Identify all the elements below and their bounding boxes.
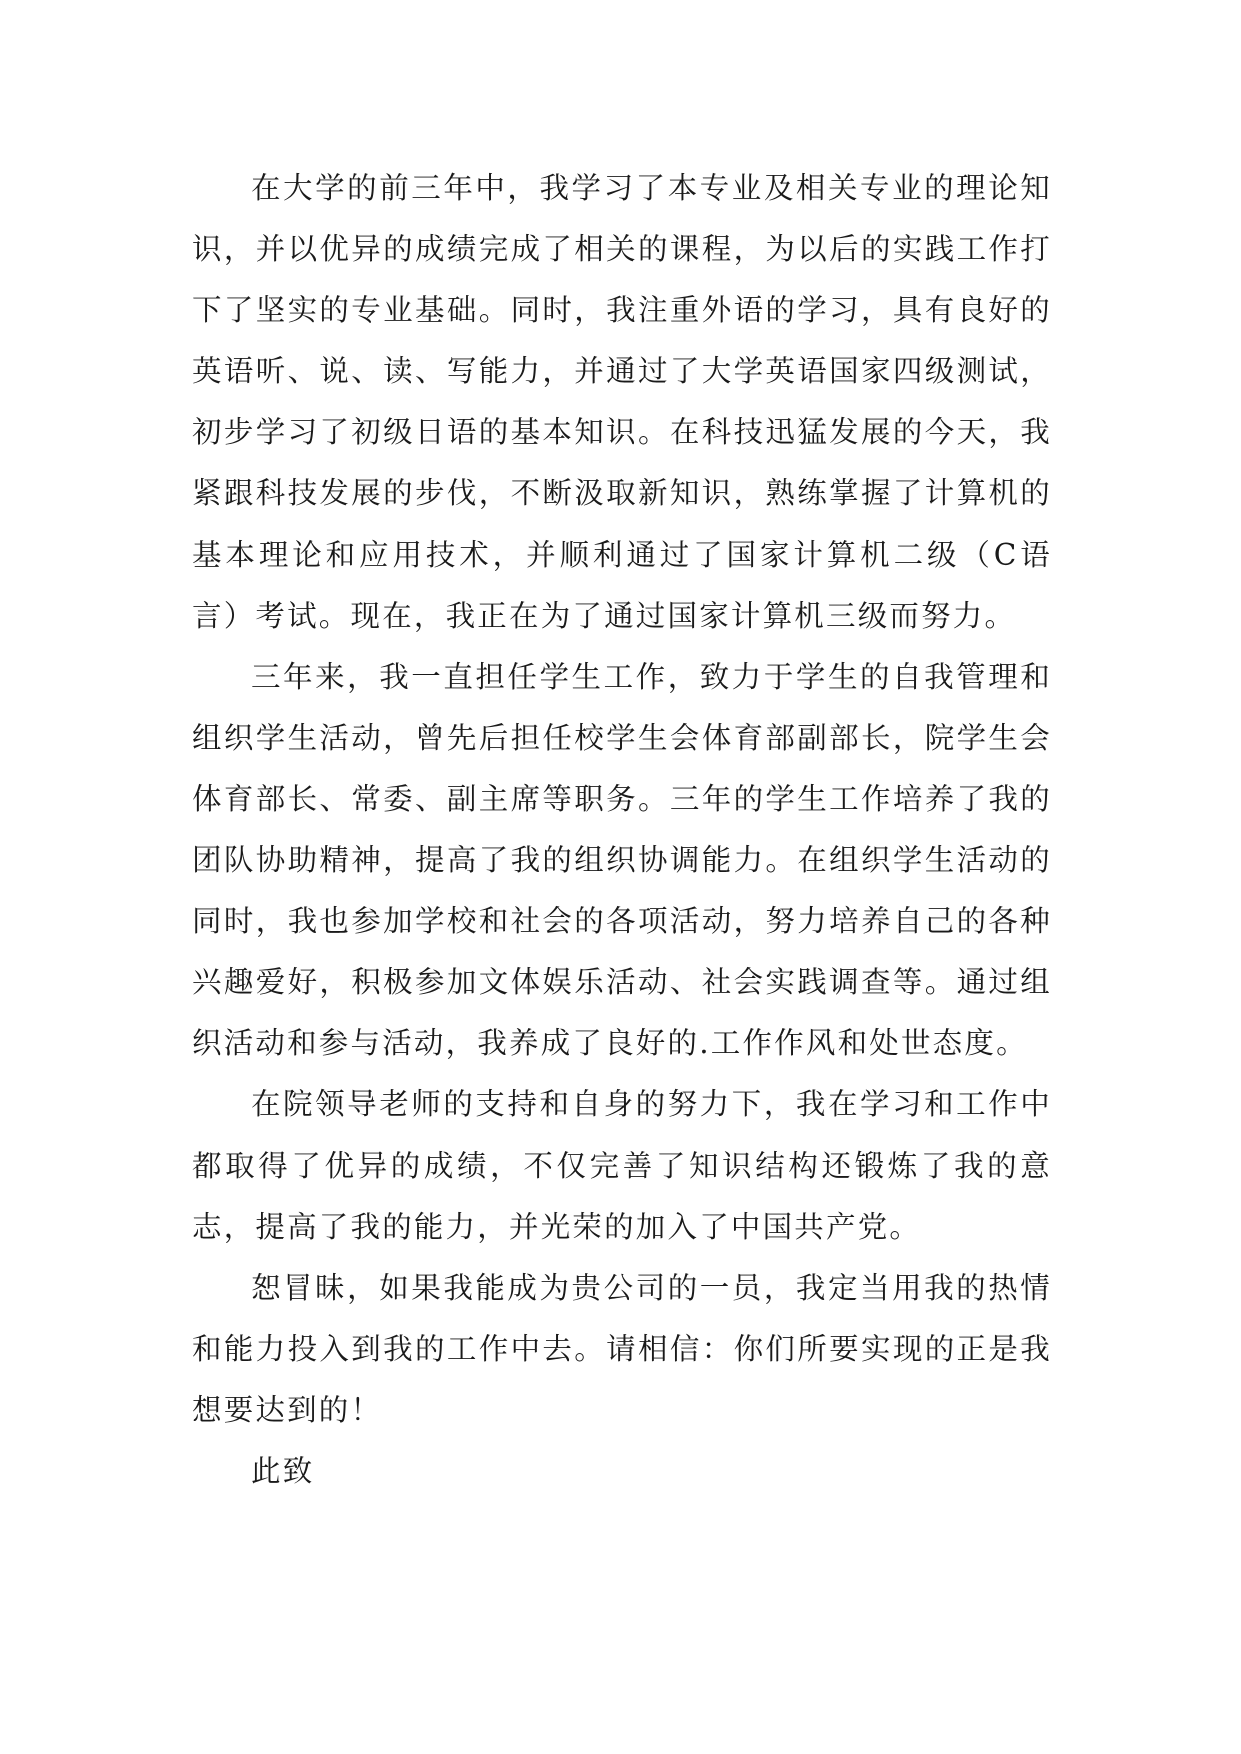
letter-body xyxy=(192,158,1052,1502)
paragraph-education: 在大学的前三年中，我学习了本专业及相关专业的理论知识，并以优异的成绩完成了相关的课程，为以后的实践工作打下了坚实的专业基础。同时，我注重外语的学习，具有良好的英语听、说、读、写能力，并通过了大学英语国家四级测试，初步学习了初级日语的基本知识。在科技迅猛发展的今天，我紧跟科技发展的步伐，不断汲取新知识，熟练掌握了计算机的基本理论和应用技术，并顺利通过了国家计算机二级（C语言）考试。现在，我正在为了通过国家计算机三级而努力。 xyxy=(192,171,1052,633)
salutation-closing: 此致 xyxy=(251,1453,315,1488)
paragraph-achievements: 在院领导老师的支持和自身的努力下，我在学习和工作中都取得了优异的成绩，不仅完善了知识结构还锻炼了我的意志，提高了我的能力，并光荣的加入了中国共产党。 xyxy=(192,1087,1052,1244)
paragraph-student-work: 三年来，我一直担任学生工作，致力于学生的自我管理和组织学生活动，曾先后担任校学生会体育部副部长，院学生会体育部长、常委、副主席等职务。三年的学生工作培养了我的团队协助精神，提高了我的组织协调能力。在组织学生活动的同时，我也参加学校和社会的各项活动，努力培养自己的各种兴趣爱好，积极参加文体娱乐活动、社会实践调查等。通过组织活动和参与活动，我养成了良好的.工作作风和处世态度。 xyxy=(192,659,1052,1061)
paragraph-closing: 恕冒昧，如果我能成为贵公司的一员，我定当用我的热情和能力投入到我的工作中去。请相信：你们所要实现的正是我想要达到的！ xyxy=(192,1270,1052,1427)
